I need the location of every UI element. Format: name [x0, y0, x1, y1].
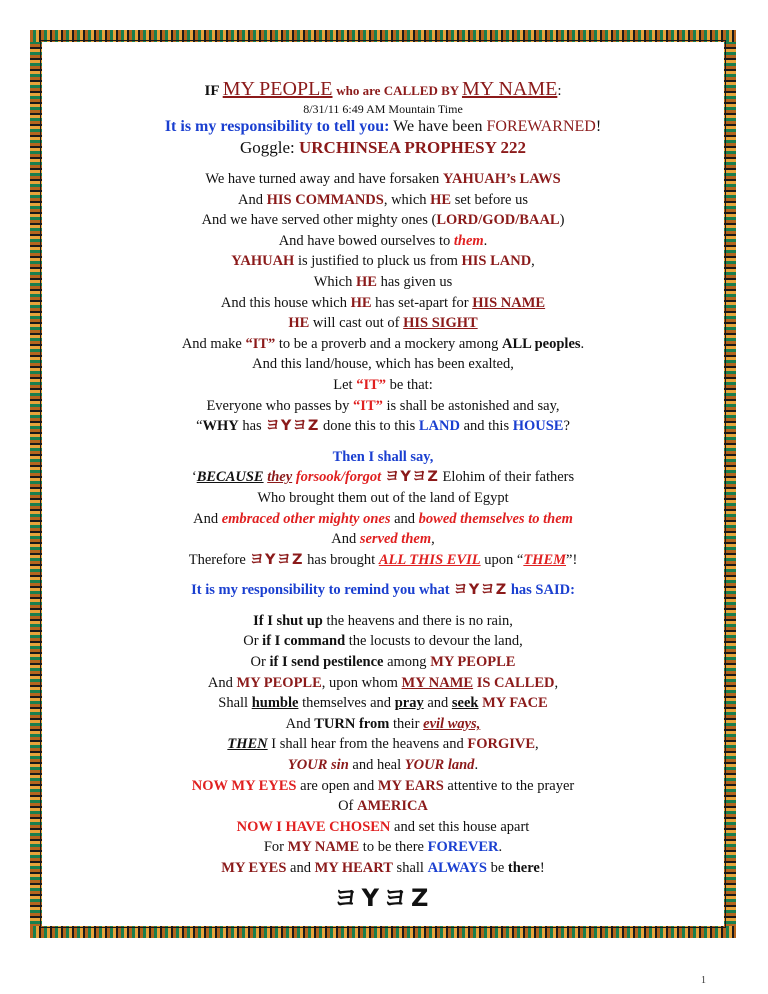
section-heading: It is my responsibility to remind you what ヨYヨZ has SAID: [191, 582, 575, 599]
verse-line: HE will cast out of HIS SIGHT [288, 315, 478, 332]
verse-line: “WHY has ヨYヨZ done this to this LAND and this HOUSE? [196, 418, 570, 435]
divine-name-glyph: ヨYヨZ [249, 551, 304, 568]
title: IF MY PEOPLE who are CALLED BY MY NAME: [204, 78, 562, 100]
divine-name-glyph: ヨYヨZ [453, 582, 508, 599]
verse-line: And TURN from their evil ways, [285, 715, 481, 732]
verse-line: Therefore ヨYヨZ has brought ALL THIS EVIL upon “THEM”! [188, 551, 578, 568]
verse-line: YOUR sin and heal YOUR land. [287, 757, 479, 774]
section-heading: Then I shall say, [332, 448, 434, 465]
verse-line: MY EYES and MY HEART shall ALWAYS be there! [221, 860, 545, 876]
page-number: 1 [701, 975, 706, 986]
verse-line: And served them, [331, 531, 435, 548]
goggle-line: Goggle: URCHINSEA PROPHESY 222 [239, 138, 527, 157]
verse-line: We have turned away and have forsaken YAHUAH’s LAWS [205, 171, 561, 187]
verse-line: Shall humble themselves and pray and seek MY FACE [218, 695, 548, 712]
decorative-border [30, 30, 736, 938]
date-line: 8/31/11 6:49 AM Mountain Time [303, 102, 463, 116]
verse-line: Or if I send pestilence among MY PEOPLE [250, 654, 516, 671]
responsibility-line: It is my responsibility to tell you: We have been FOREWARNED! [164, 118, 602, 135]
verse-line: ‘BECAUSE they forsook/forgot ヨYヨZ Elohim of their fathers [191, 469, 575, 486]
verse-line: YAHUAH is justified to pluck us from HIS LAND, [231, 253, 535, 270]
verse-line: And HIS COMMANDS, which HE set before us [238, 191, 528, 208]
verse-line: For MY NAME to be there FOREVER. [263, 839, 503, 856]
verse-line: If I shut up the heavens and there is no rain, [253, 612, 513, 629]
verse-line: THEN I shall hear from the heavens and FORGIVE, [227, 736, 539, 753]
verse-line: And make “IT” to be a proverb and a mockery among ALL peoples. [181, 335, 585, 352]
verse-line: And we have served other mighty ones (LORD/GOD/BAAL) [201, 212, 565, 229]
signature-glyph: ヨYヨZ [333, 883, 433, 912]
verse-line: And MY PEOPLE, upon whom MY NAME IS CALLED, [207, 674, 559, 691]
verse-line: Who brought them out of the land of Egypt [257, 489, 509, 506]
verse-line: And this house which HE has set-apart for HIS NAME [220, 294, 546, 311]
verse-line: And this land/house, which has been exalted, [252, 356, 514, 373]
verse-line: And embraced other mighty ones and bowed themselves to them [193, 510, 573, 527]
verse-line: NOW MY EYES are open and MY EARS attentive to the prayer [191, 777, 575, 794]
divine-name-glyph: ヨYヨZ [384, 469, 439, 486]
verse-line: Which HE has given us [313, 273, 453, 290]
document-body [42, 78, 724, 913]
verse-line: Or if I command the locusts to devour the land, [243, 633, 523, 650]
divine-name-glyph: ヨYヨZ [265, 418, 320, 435]
verse-line: NOW I HAVE CHOSEN and set this house apart [236, 818, 530, 835]
verse-line: And have bowed ourselves to them. [278, 232, 488, 249]
verse-line: Let “IT” be that: [333, 376, 433, 393]
verse-line: Everyone who passes by “IT” is shall be astonished and say, [206, 397, 560, 414]
verse-line: Of AMERICA [338, 798, 428, 815]
